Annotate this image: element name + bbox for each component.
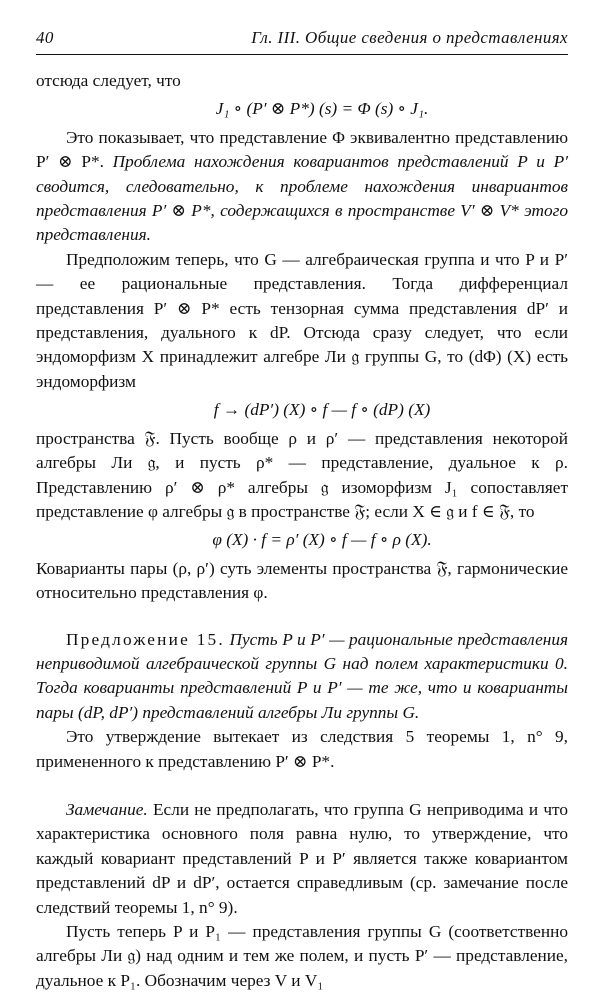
paragraph-5: Коварианты пары (ρ, ρ′) суть элементы пространства 𝔉, гармонические относительно представления φ. [36, 558, 568, 603]
proposition-text: Пусть P и P′ — рациональные представления неприводимой алгебраической группы G над полем характеристики 0. Тогда коварианты представлений P и P′ — те же, что и коварианты пары (dP, dP′) представлений алгебры Ли группы G. [36, 629, 568, 722]
remark-label: Замечание. [66, 799, 148, 819]
book-page [36, 28, 568, 993]
paragraph-2-italic: Проблема нахождения ковариантов представлений P и P′ сводится, следовательно, к проблеме нахождения инвариантов представления P′ ⊗ P*, содержащихся в пространстве V′ ⊗ V* этого представления. [36, 152, 568, 245]
paragraph-4: пространства 𝔉. Пусть вообще ρ и ρ′ — представления некоторой алгебры Ли 𝔤, и пусть ρ* — представление, дуальное к ρ. Представлению ρ′ ⊗ ρ* алгебры 𝔤 изоморфизм J₁ сопоставляет представление φ алгебры 𝔤 в пространстве 𝔉; если X ∈ 𝔤 и f ∈ 𝔉, то [36, 428, 569, 521]
formula-2: f → (dP′) (X) ∘ f — f ∘ (dP) (X) [213, 400, 431, 420]
paragraph-3: Предположим теперь, что G — алгебраическая группа и что P и P′ — ее рациональные представления. Тогда дифференциал представления P′ ⊗ P* есть тензорная сумма представления dP′ и представления, дуального к dP. Отсюда сразу следует, что если эндоморфизм X принадлежит алгебре Ли 𝔤 группы G, то (dΦ) (X) есть эндоморфизм [36, 249, 568, 391]
remark-text: Если не предполагать, что группа G неприводима и что характеристика основного поля равна нулю, то утверждение, что каждый ковариант представлений P и P′ является также ковариантом представлений dP и dP′, остается справедливым (ср. замечание после следствий теоремы 1, n° 9). [36, 799, 568, 917]
paragraph-2-plain: Это показывает, что представление Φ эквивалентно представлению P′ ⊗ P*. [36, 127, 568, 172]
remark [36, 798, 568, 920]
running-header [36, 28, 568, 55]
paragraph-1: отсюда следует, что [36, 71, 181, 90]
formula-1: J₁ ∘ (P′ ⊗ P*) (s) = Φ (s) ∘ J₁. [215, 99, 429, 119]
running-title: Гл. III. Общие сведения о представлениях [251, 28, 568, 47]
paragraph-7: Пусть теперь P и P₁ — представления группы G (соответственно алгебры Ли 𝔤) над одним и тем же полем, и пусть P′ — представление, дуальное к P₁. Обозначим через V и V₁ [36, 922, 568, 990]
proposition-label: Предложение 15. [66, 629, 225, 649]
page-number: 40 [36, 28, 54, 47]
spacer [36, 606, 568, 628]
proposition-15 [36, 628, 568, 726]
spacer [36, 774, 568, 798]
paragraph-6: Это утверждение вытекает из следствия 5 теоремы 1, n° 9, примененного к представлению P′ ⊗ P*. [36, 727, 568, 771]
formula-3: φ (X) · f = ρ′ (X) ∘ f — f ∘ ρ (X). [212, 530, 432, 550]
paragraph-2 [36, 126, 568, 248]
